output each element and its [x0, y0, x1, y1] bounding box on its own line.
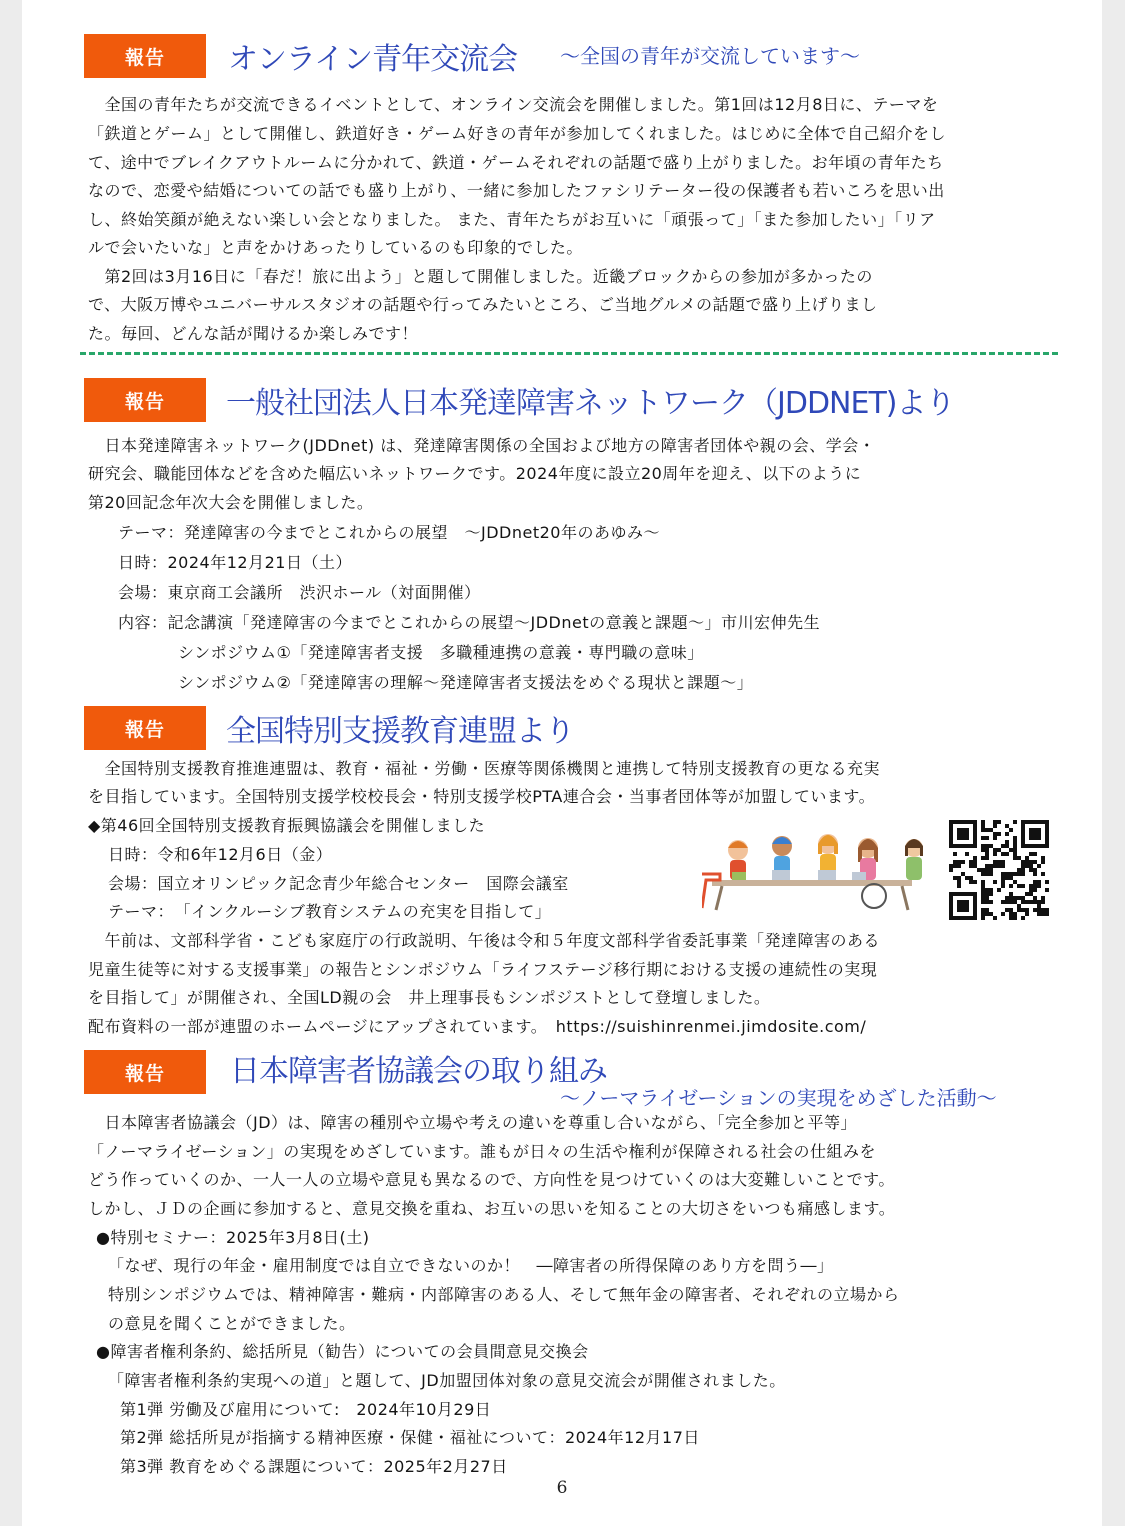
qr-code[interactable]: [948, 820, 1050, 920]
event-theme: テーマ：発達障害の今までとこれからの展望 ～JDDnet20年のあゆみ～: [118, 523, 660, 542]
paragraph-line: 特別シンポジウムでは、精神障害・難病・内部障害のある人、そして無年金の障害者、それぞれの立場から: [108, 1285, 900, 1304]
children-at-table-illustration: [702, 830, 934, 912]
paragraph-line: で、大阪万博やユニバーサルスタジオの話題や行ってみたいところ、ご当地グルメの話題で盛り上げりまし: [88, 295, 878, 314]
report-badge: 報告: [84, 34, 206, 78]
newsletter-page: [22, 0, 1102, 1526]
event-content: 内容：記念講演「発達障害の今までとこれからの展望～JDDnetの意義と課題～」市川宏伸先生: [118, 613, 821, 632]
event-theme: テーマ： 「インクルーシブ教育システムの充実を目指して」: [108, 902, 552, 921]
report-badge: 報告: [84, 1050, 206, 1094]
section-title: 日本障害者協議会の取り組み: [230, 1054, 607, 1089]
paragraph-line: 午前は、文部科学省・こども家庭庁の行政説明、午後は令和５年度文部科学省委託事業「発達障害のある: [88, 931, 881, 950]
paragraph-line: 「ノーマライゼーション」の実現をめざしています。誰もが日々の生活や権利が保障される社会の仕組みを: [88, 1142, 877, 1161]
seminar-heading: ●特別セミナー：2025年3月8日(土): [96, 1228, 370, 1247]
paragraph-line: し、終始笑顔が絶えない楽しい会となりました。 また、青年たちがお互いに「頑張って」「また参加したい」「リア: [88, 210, 936, 229]
event-venue: 会場：国立オリンピック記念青少年総合センター 国際会議室: [108, 874, 569, 893]
section-subtitle: ～全国の青年が交流しています～: [560, 44, 860, 68]
paragraph-line: を目指して」が開催され、全国LD親の会 井上理事長もシンポジストとして登壇しました。: [88, 988, 771, 1007]
meeting-heading: ●障害者権利条約、総括所見（勧告）についての会員間意見交換会: [96, 1342, 589, 1361]
report-badge: 報告: [84, 706, 206, 750]
meeting-item: 第2弾 総括所見が指摘する精神医療・保健・福祉について：2024年12月17日: [120, 1428, 700, 1447]
section-subtitle: ～ノーマライゼーションの実現をめざした活動～: [560, 1086, 997, 1110]
seminar-title: 「なぜ、現行の年金・雇用制度では自立できないのか！ ―障害者の所得保障のあり方を問う―」: [108, 1256, 834, 1275]
paragraph-line: 児童生徒等に対する支援事業」の報告とシンポジウム「ライフステージ移行期における支援の連続性の実現: [88, 960, 878, 979]
paragraph-line: 日本障害者協議会（JD）は、障害の種別や立場や考えの違いを尊重し合いながら、「完全参加と平等」: [88, 1113, 858, 1132]
paragraph-line: 第20回記念年次大会を開催しました。: [88, 493, 374, 512]
event-venue: 会場：東京商工会議所 渋沢ホール（対面開催）: [118, 583, 481, 602]
section-title: オンライン青年交流会: [228, 42, 518, 77]
paragraph-line: を目指しています。全国特別支援学校校長会・特別支援学校PTA連合会・当事者団体等が加盟しています。: [88, 787, 876, 806]
paragraph-line: 全国特別支援教育推進連盟は、教育・福祉・労働・医療等関係機関と連携して特別支援教育の更なる充実: [88, 759, 881, 778]
paragraph-line: た。毎回、どんな話が聞けるか楽しみです！: [88, 324, 419, 343]
paragraph-line: ルで会いたいな」と声をかけあったりしているのも印象的でした。: [88, 238, 583, 257]
paragraph-line: 日本発達障害ネットワーク(JDDnet) は、発達障害関係の全国および地方の障害者団体や親の会、学会・: [88, 436, 876, 455]
paragraph-line: 「鉄道とゲーム」として開催し、鉄道好き・ゲーム好きの青年が参加してくれました。はじめに全体で自己紹介をし: [88, 124, 947, 143]
paragraph-line: なので、恋愛や結婚についての話でも盛り上がり、一緒に参加したファシリテーター役の保護者も若いころを思い出: [88, 181, 945, 200]
paragraph-line: 研究会、職能団体などを含めた幅広いネットワークです。2024年度に設立20周年を迎え、以下のように: [88, 464, 862, 483]
section-divider: [80, 352, 1058, 355]
page-number: 6: [556, 1478, 568, 1498]
paragraph-line: しかし、ＪＤの企画に参加すると、意見交換を重ね、お互いの思いを知ることの大切さをいつも痛感します。: [88, 1199, 896, 1218]
paragraph-line: 全国の青年たちが交流できるイベントとして、オンライン交流会を開催しました。第1回は12月8日に、テーマを: [88, 95, 939, 114]
paragraph-line: の意見を聞くことができました。: [108, 1314, 356, 1333]
meeting-item: 第3弾 教育をめぐる課題について：2025年2月27日: [120, 1457, 508, 1476]
event-date: 日時：2024年12月21日（土）: [118, 553, 352, 572]
paragraph-line: 第2回は3月16日に「春だ！旅に出よう」と題して開催しました。近畿ブロックからの参加が多かったの: [88, 267, 873, 286]
paragraph-line: て、途中でブレイクアウトルームに分かれて、鉄道・ゲームそれぞれの話題で盛り上がりました。お年頃の青年たち: [88, 153, 944, 172]
report-badge: 報告: [84, 378, 206, 422]
section-title: 全国特別支援教育連盟より: [226, 714, 574, 749]
paragraph-line: 「障害者権利条約実現への道」と題して、JD加盟団体対象の意見交流会が開催されました。: [108, 1371, 786, 1390]
event-date: 日時：令和6年12月6日（金）: [108, 845, 333, 864]
section-title: 一般社団法人日本発達障害ネットワーク（JDDNET)より: [226, 386, 955, 421]
paragraph-line: 配布資料の一部が連盟のホームページにアップされています。 https://suishinrenmei.jimdosite.com/: [88, 1017, 867, 1036]
event-heading: ◆第46回全国特別支援教育振興協議会を開催しました: [88, 816, 486, 835]
paragraph-line: どう作っていくのか、一人一人の立場や意見も異なるので、方向性を見つけていくのは大変難しいことです。: [88, 1170, 895, 1189]
event-symposium: シンポジウム②「発達障害の理解～発達障害者支援法をめぐる現状と課題～」: [178, 673, 754, 692]
meeting-item: 第1弾 労働及び雇用について: 2024年10月29日: [120, 1400, 492, 1419]
event-symposium: シンポジウム①「発達障害者支援 多職種連携の意義・専門職の意味」: [178, 643, 704, 662]
